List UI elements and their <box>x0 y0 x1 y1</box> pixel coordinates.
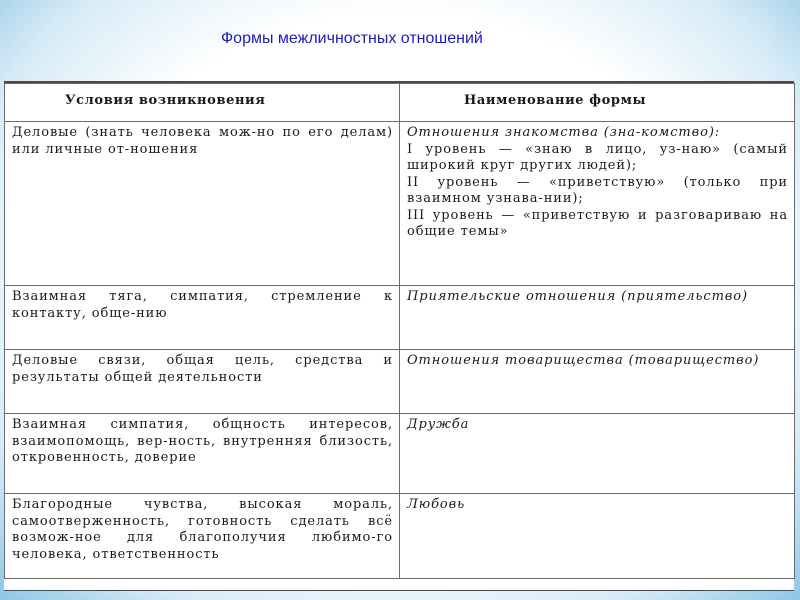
header-form-name: Наименование формы <box>400 84 795 122</box>
form-cell <box>400 414 795 494</box>
form-level: III уровень — «приветствую и разговариваю на общие темы» <box>407 207 788 239</box>
form-cell <box>400 494 795 579</box>
table-row <box>5 414 795 494</box>
form-cell <box>400 350 795 414</box>
form-cell <box>400 122 795 286</box>
form-level: I уровень — «знаю в лицо, уз-наю» (самый широкий круг других людей); <box>407 141 788 173</box>
form-title: Отношения знакомства (зна-комство): <box>407 125 721 140</box>
table-row <box>5 122 795 286</box>
condition-cell: Благородные чувства, высокая мораль, самоотверженность, готовность сделать всё возмож-ное для благополучия любимо-го человека, ответственность <box>5 494 400 579</box>
table-header-row <box>5 84 795 122</box>
header-conditions: Условия возникновения <box>5 84 400 122</box>
slide-title: Формы межличностных отношений <box>221 30 483 47</box>
form-level: II уровень — «приветствую» (только при взаимном узнава-нии); <box>407 174 788 206</box>
condition-cell: Деловые (знать человека мож-но по его делам) или личные от-ношения <box>5 122 400 286</box>
form-cell <box>400 286 795 350</box>
condition-cell: Деловые связи, общая цель, средства и результаты общей деятельности <box>5 350 400 414</box>
condition-cell: Взаимная симпатия, общность интересов, взаимопомощь, вер-ность, внутренняя близость, откровенность, доверие <box>5 414 400 494</box>
form-title: Дружба <box>407 417 470 432</box>
table-row <box>5 350 795 414</box>
condition-cell: Взаимная тяга, симпатия, стремление к контакту, обще-нию <box>5 286 400 350</box>
table-row <box>5 494 795 579</box>
form-title: Отношения товарищества (товарищество) <box>407 353 760 368</box>
form-title: Любовь <box>407 497 466 512</box>
relations-table <box>4 81 794 591</box>
form-title: Приятельские отношения (приятельство) <box>407 289 748 304</box>
table-row <box>5 286 795 350</box>
